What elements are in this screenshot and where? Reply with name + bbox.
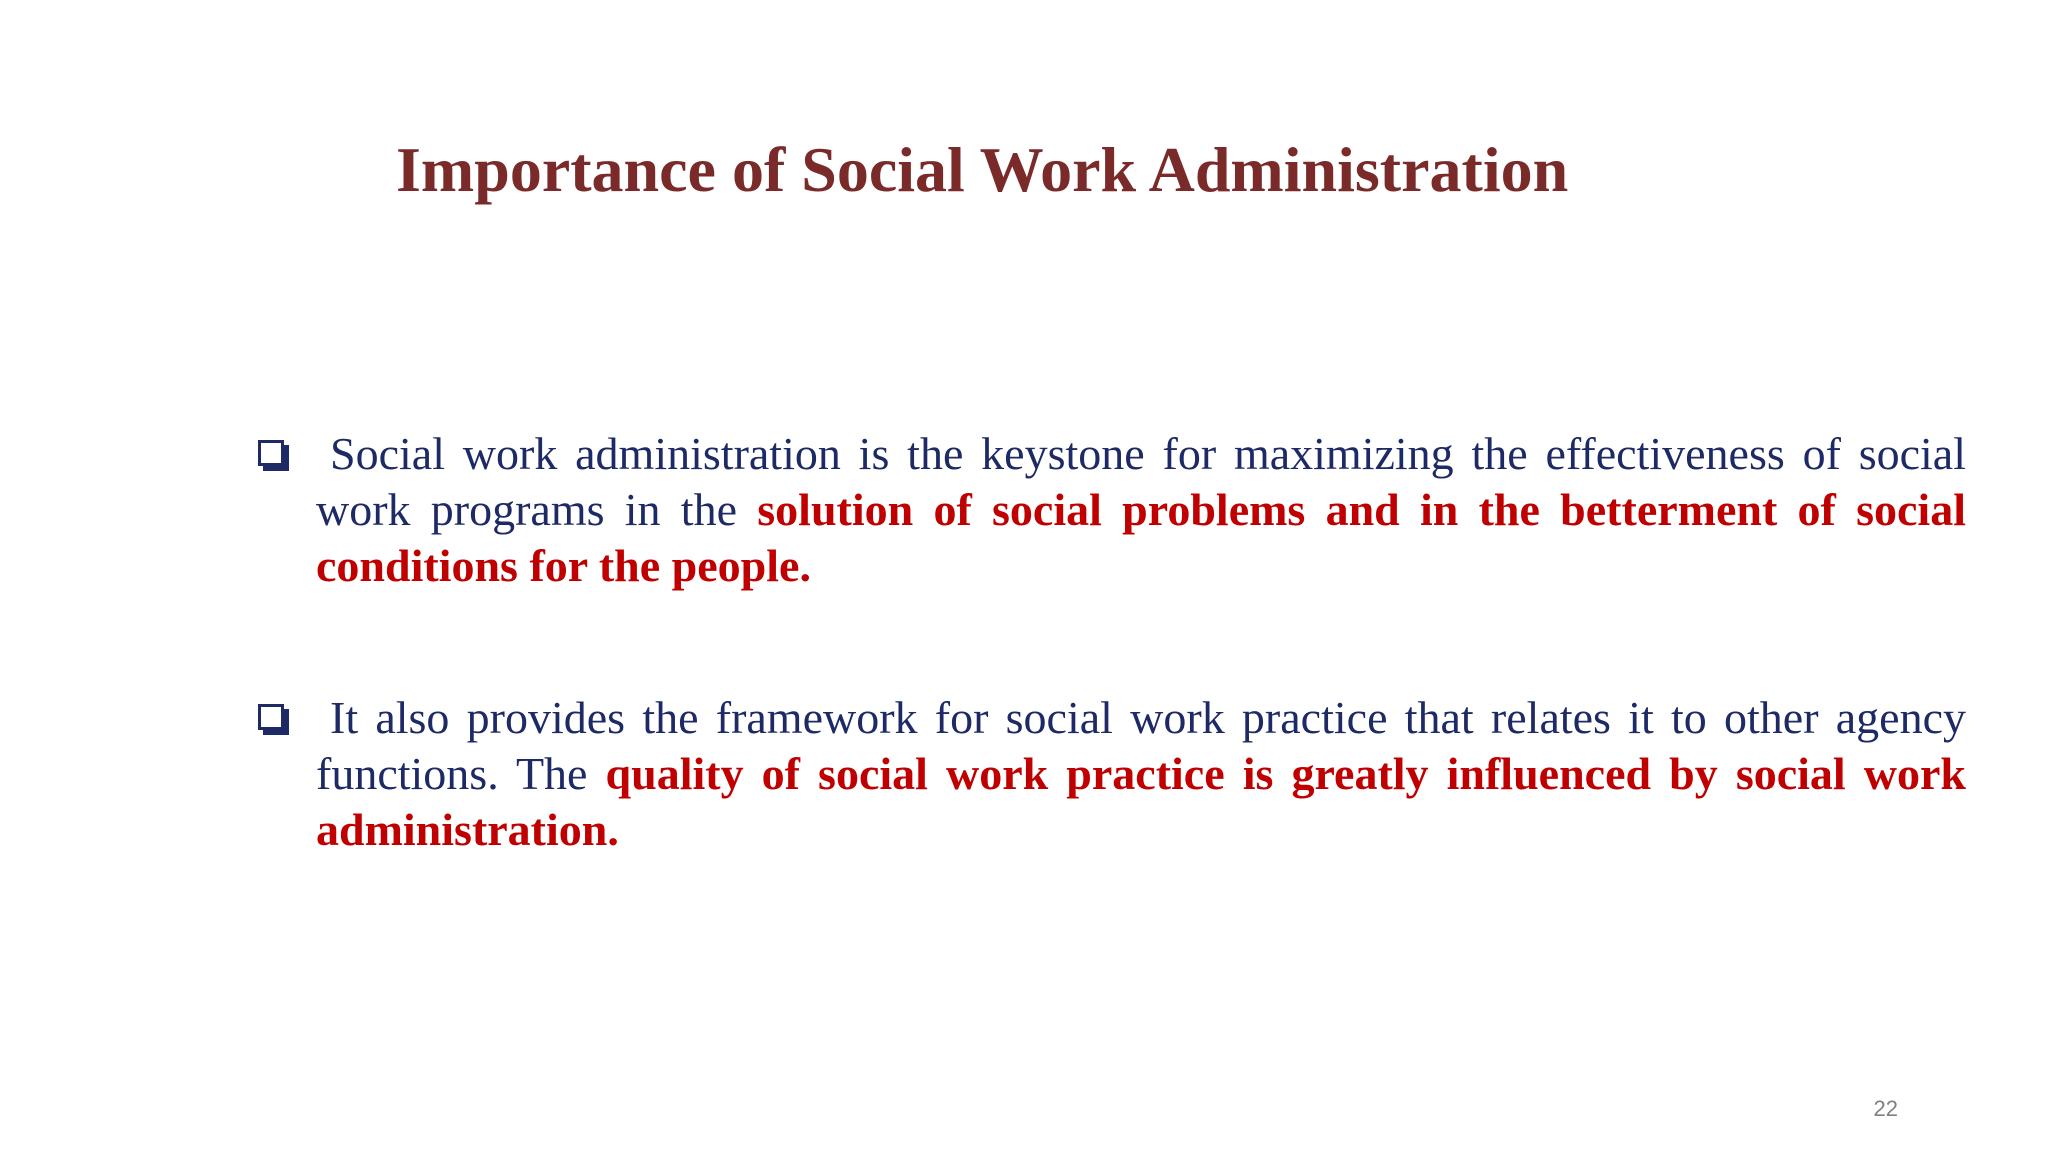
- bullet-1-highlight: solution of social problems and in the betterment of social conditions for the people.: [316, 484, 1966, 591]
- bullet-2-text: It also provides the framework for social work practice that relates it to other agency functions. The: [316, 692, 1966, 799]
- bullet-item-2: [316, 690, 1966, 858]
- bullet-2-highlight: quality of social work practice is greatly influenced by social work administration.: [316, 748, 1966, 855]
- bullet-item-1: [316, 426, 1966, 594]
- bullet-1-text: Social work administration is the keystone for maximizing the effectiveness of social work programs in the: [316, 428, 1966, 535]
- hollow-square-bullet-icon: [258, 440, 284, 466]
- page-number: 22: [1873, 1096, 1898, 1121]
- hollow-square-bullet-icon: [258, 704, 284, 730]
- slide-title: Importance of Social Work Administration: [396, 134, 1569, 205]
- bullet-list: [316, 426, 1966, 858]
